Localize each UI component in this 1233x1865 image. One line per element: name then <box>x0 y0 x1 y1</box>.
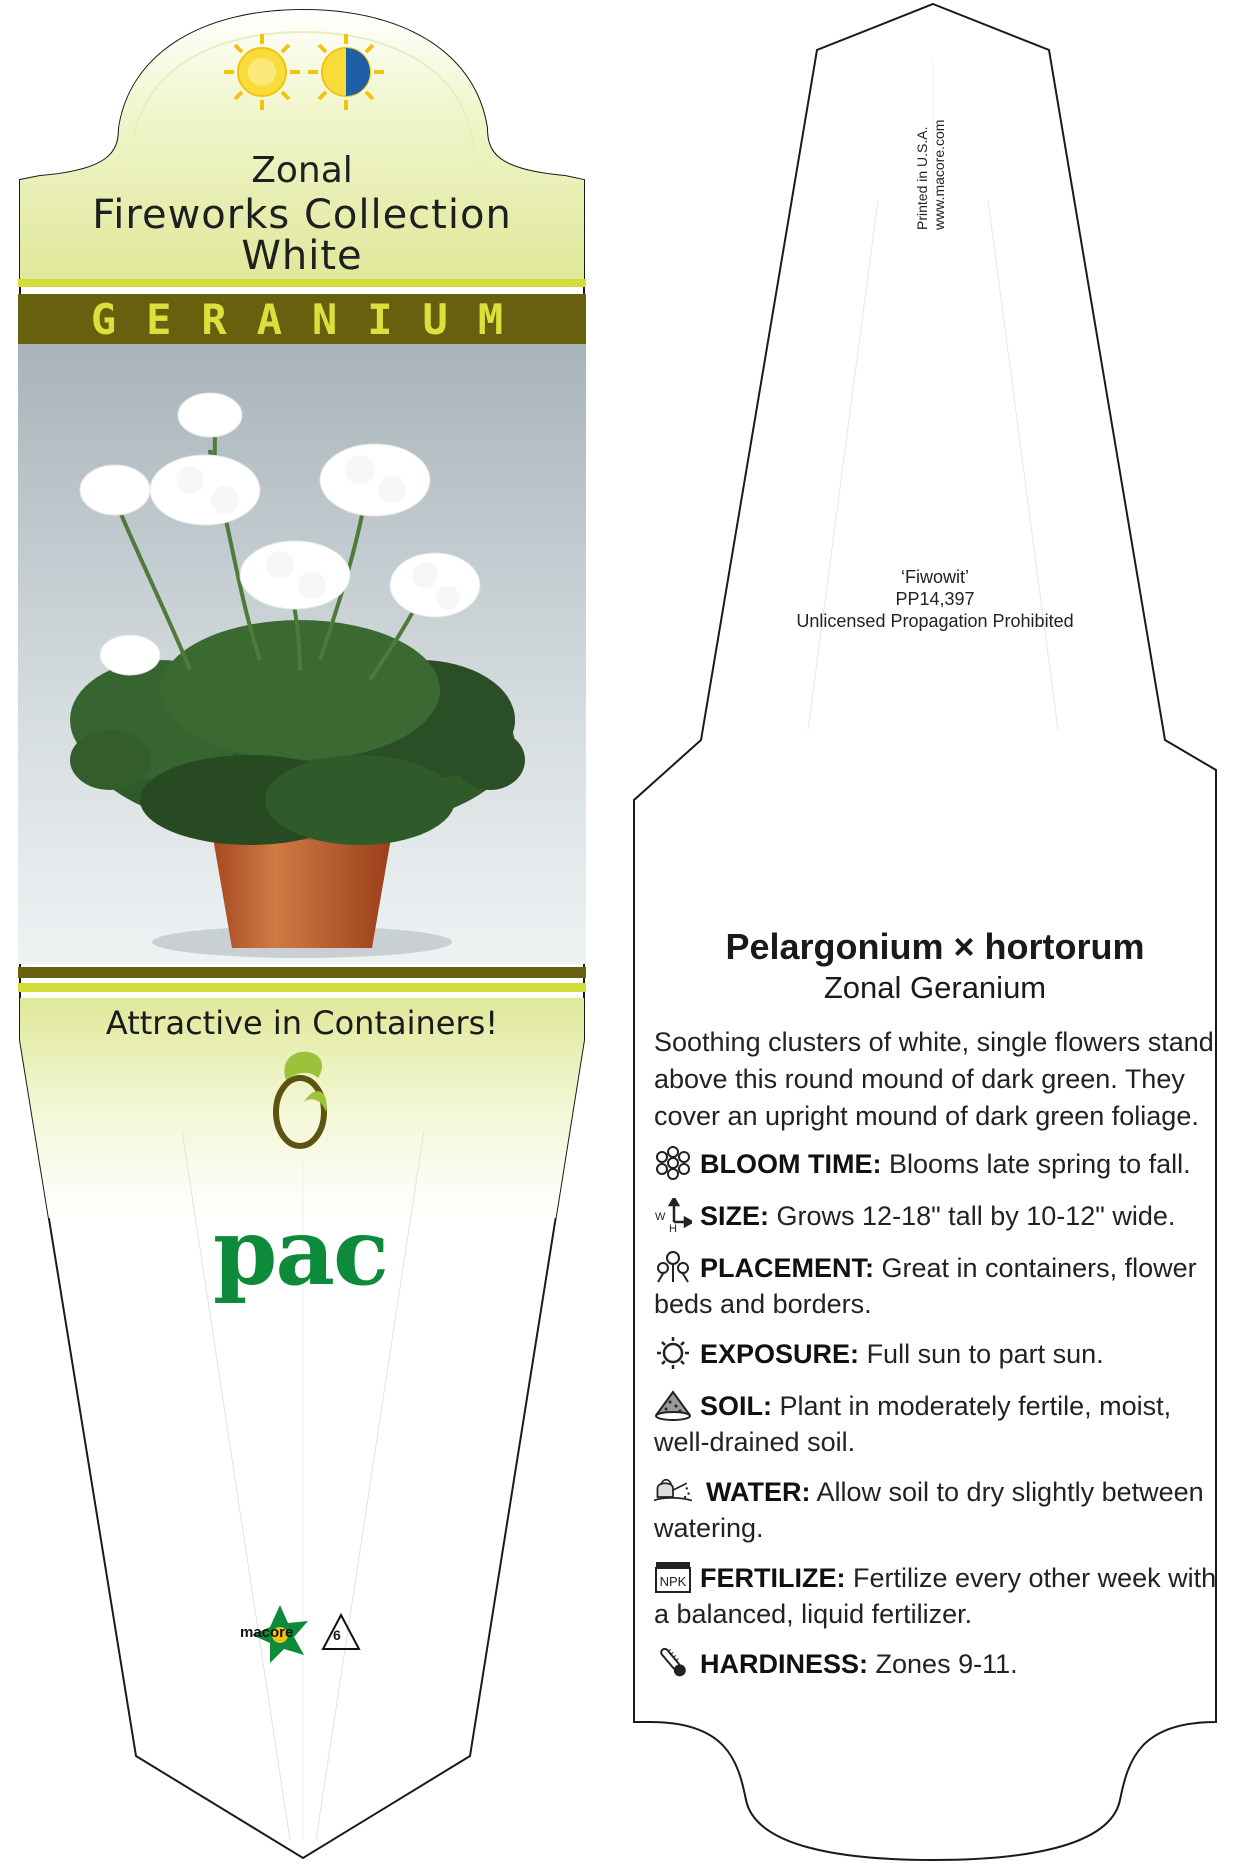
variety-color: White <box>241 233 363 279</box>
soil-icon <box>654 1388 692 1422</box>
attribute-placement <box>654 1250 1222 1322</box>
brand-logo: pac <box>213 1198 387 1306</box>
attribute-label: SOIL: <box>700 1391 772 1421</box>
variety-code: ‘Fiwowit’ <box>900 567 969 587</box>
attribute-water <box>654 1474 1222 1546</box>
watering-can-icon <box>654 1474 698 1508</box>
attribute-label: FERTILIZE: <box>700 1563 846 1593</box>
tagline: Attractive in Containers! <box>105 1004 499 1042</box>
attribute-label: SIZE: <box>700 1201 770 1231</box>
flower-icon <box>654 1146 692 1180</box>
patent-block <box>742 566 1128 632</box>
svg-text:H: H <box>669 1223 677 1232</box>
attribute-soil <box>654 1388 1222 1460</box>
attribute-text: Full sun to part sun. <box>866 1339 1104 1369</box>
attribute-label: BLOOM TIME: <box>700 1149 882 1179</box>
attribute-size <box>654 1198 1222 1234</box>
pot <box>212 832 392 948</box>
attribute-label: HARDINESS: <box>700 1649 869 1679</box>
attribute-text: Great in containers, flower beds and borders. <box>654 1253 1197 1319</box>
genus-banner: GERANIUM <box>90 295 534 344</box>
attribute-label: PLACEMENT: <box>700 1253 874 1283</box>
plant-patent: PP14,397 <box>895 589 975 609</box>
svg-text:NPK: NPK <box>659 1574 687 1589</box>
attribute-bloom-time <box>654 1146 1222 1182</box>
attribute-label: WATER: <box>706 1477 811 1507</box>
scientific-name: Pelargonium × hortorum <box>725 926 1145 967</box>
attribute-text: Fertilize every other week with a balanced, liquid fertilizer. <box>654 1563 1217 1629</box>
attribute-text: Zones 9-11. <box>875 1649 1018 1679</box>
common-name: Zonal Geranium <box>823 970 1047 1005</box>
attribute-fertilize <box>654 1560 1222 1632</box>
attribute-label: EXPOSURE: <box>700 1339 860 1369</box>
collection-name: Fireworks Collection <box>92 192 512 238</box>
placement-icon <box>654 1250 692 1284</box>
printed-country: Printed in U.S.A. <box>914 126 930 230</box>
printed-info <box>914 90 948 230</box>
propagation-notice: Unlicensed Propagation Prohibited <box>796 611 1074 631</box>
cultivar-type: Zonal <box>251 150 353 191</box>
printer-website: www.macore.com <box>931 119 947 230</box>
attribute-hardiness <box>654 1646 1222 1682</box>
attribute-text: Grows 12-18" tall by 10-12" wide. <box>776 1201 1176 1231</box>
attribute-text: Allow soil to dry slightly between watering. <box>654 1477 1204 1543</box>
npk-icon <box>654 1560 692 1594</box>
attribute-text: Blooms late spring to fall. <box>889 1149 1191 1179</box>
size-icon <box>654 1198 692 1232</box>
recycle-number: 6 <box>333 1627 341 1643</box>
macore-logo-text: macore <box>240 1624 294 1641</box>
description: Soothing clusters of white, single flowers stand above this round mound of dark green. They cover an upright mound of dark green foliage. <box>654 1027 1214 1131</box>
svg-text:W: W <box>655 1211 666 1223</box>
sun-icon <box>654 1336 692 1370</box>
front-tag <box>16 10 588 1858</box>
attribute-text: Plant in moderately fertile, moist, well-drained soil. <box>654 1391 1172 1457</box>
attribute-exposure <box>654 1336 1222 1372</box>
thermometer-icon <box>654 1646 692 1680</box>
